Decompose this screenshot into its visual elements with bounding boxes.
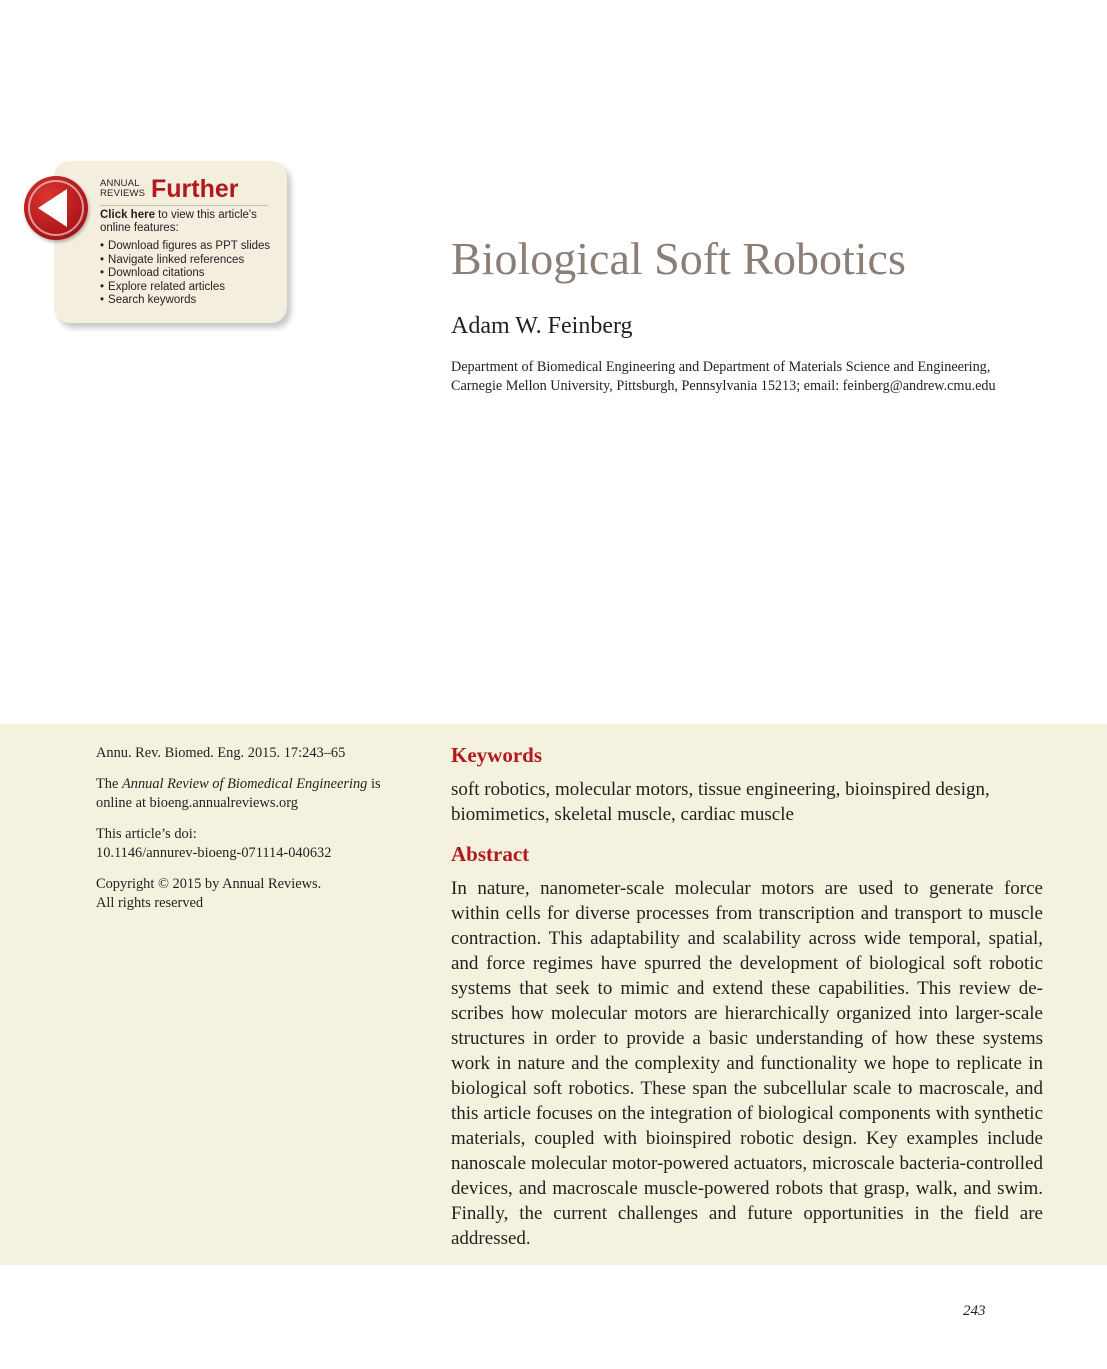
annual-reviews-logo-text (100, 179, 145, 198)
article-metadata (96, 744, 406, 925)
further-heading: Further (151, 175, 239, 203)
journal-suffix: is online at bioeng.annualreviews.org (96, 776, 381, 811)
feature-search-keywords[interactable]: • Search keywords (100, 294, 270, 308)
citation: Annu. Rev. Biomed. Eng. 2015. 17:243–65 (96, 745, 346, 761)
feature-explore-articles[interactable]: • Explore related articles (100, 281, 270, 295)
copyright: Copyright © 2015 by Annual Reviews. (96, 876, 322, 892)
brand-annual: ANNUAL (100, 178, 140, 189)
further-description-text: to view this article's online features: (100, 209, 257, 234)
journal-online-note (96, 775, 406, 813)
copyright-block (96, 875, 406, 913)
article-author: Adam W. Feinberg (451, 313, 633, 339)
rights: All rights reserved (96, 895, 204, 911)
doi-block (96, 825, 406, 863)
feature-download-citations[interactable]: • Download citations (100, 267, 270, 281)
further-description (100, 209, 280, 235)
abstract-heading: Abstract (451, 842, 530, 866)
further-features-list (100, 240, 270, 308)
affiliation-line-2: Carnegie Mellon University, Pittsburgh, Pennsylvania 15213; email: feinberg@andrew.cmu.edu (451, 378, 996, 394)
doi-value[interactable]: 10.1146/annurev-bioeng-071114-040632 (96, 845, 332, 861)
keywords-heading: Keywords (451, 743, 542, 767)
feature-navigate-references[interactable]: • Navigate linked references (100, 254, 270, 268)
author-affiliation (451, 358, 1071, 396)
affiliation-line-1: Department of Biomedical Engineering and Department of Materials Science and Engineering, (451, 359, 991, 375)
further-box[interactable] (54, 161, 287, 323)
back-arrow-icon[interactable] (24, 176, 88, 240)
abstract-text: In nature, nanometer-scale molecular motors are used to generate force within cells for diverse processes from transcription and transport to muscle contraction. This adaptability and scalability across wide temporal, spatial, and force regimes have spurred the development of biological soft robotic systems that seek to mimic and extend these capabilities. This review describes how molecular motors are hierarchically organized into larger-scale structures in order to provide a basic understanding of how these systems work in nature and the complexity and functionality we hope to replicate in biological soft robotics. These span the subcellular scale to macroscale, and this article focuses on the integration of biological components with synthetic materials, coupled with bioinspired robotic design. Key examples include nanoscale molecular motor-powered actuators, microscale bacteria-controlled devices, and macroscale muscle-powered robots that grasp, walk, and swim. Finally, the current challenges and future opportunities in the field are addressed. (451, 878, 1043, 1249)
article-title: Biological Soft Robotics (451, 233, 906, 284)
click-here-link[interactable]: Click here (100, 209, 155, 221)
doi-label: This article’s doi: (96, 826, 197, 842)
journal-prefix: The (96, 776, 122, 792)
further-divider (100, 205, 268, 206)
brand-reviews: REVIEWS (100, 187, 146, 199)
page-number: 243 (963, 1303, 986, 1319)
journal-name: Annual Review of Biomedical Engineering (121, 776, 368, 792)
feature-download-figures[interactable]: • Download figures as PPT slides (100, 240, 270, 254)
keywords-text: soft robotics, molecular motors, tissue engineering, bioinspired design, biomimetics, skeletal muscle, cardiac muscle (451, 779, 990, 825)
